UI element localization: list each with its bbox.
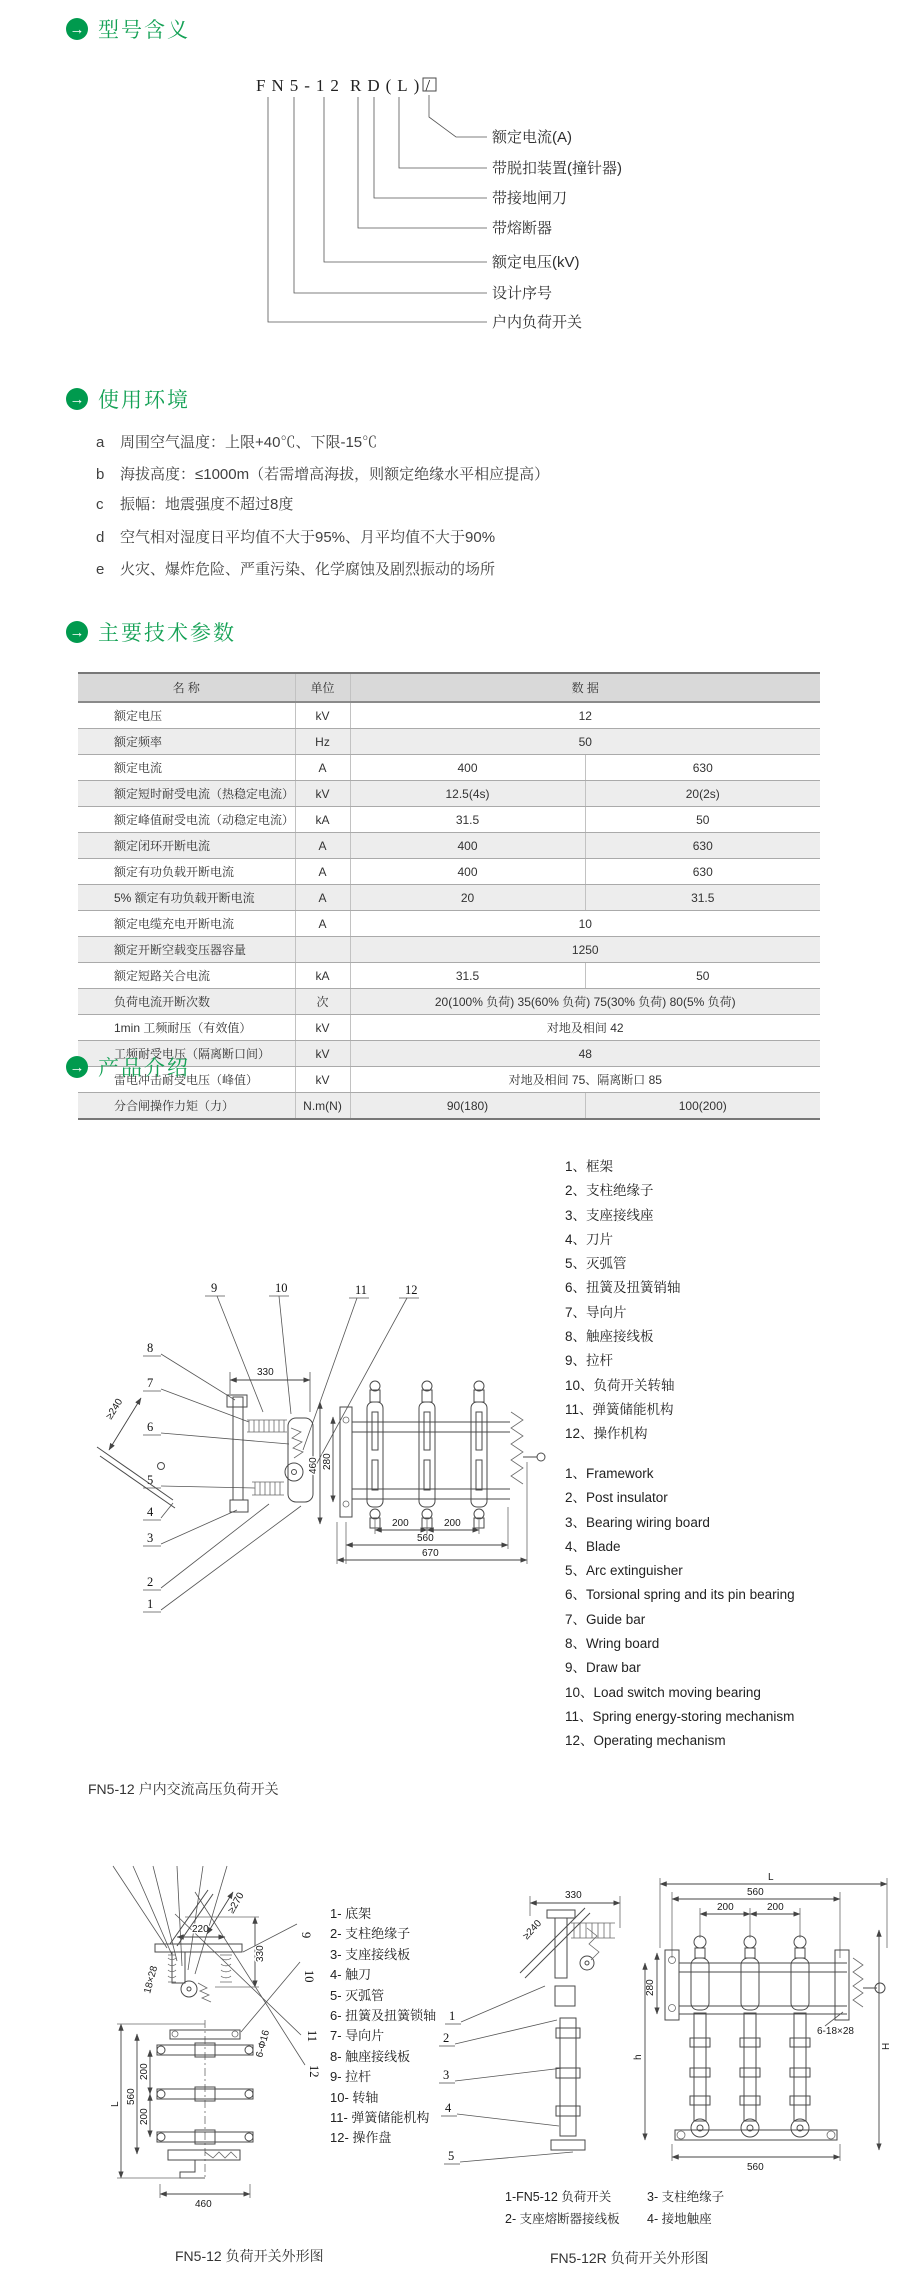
- dim-560: 560: [747, 2162, 764, 2173]
- param-name: 分合闸操作力矩（力）: [78, 1093, 295, 1120]
- callout-number: 9: [299, 1932, 313, 1939]
- section-parameters-heading: [66, 617, 236, 647]
- param-name: 额定电压: [78, 702, 295, 729]
- list-item: 7- 导向片: [330, 2028, 385, 2044]
- list-item: 3- 支座接线板: [330, 1946, 411, 1962]
- arrow-bullet-icon: →: [66, 1056, 88, 1078]
- section-title: 使用环境: [98, 389, 190, 412]
- param-value: 630: [585, 833, 820, 859]
- param-value: 对地及相间 42: [350, 1015, 820, 1041]
- env-item-text: 周围空气温度：上限+40℃、下限-15℃: [120, 434, 378, 451]
- param-name: 额定闭环开断电流: [78, 833, 295, 859]
- param-value: 12.5(4s): [350, 781, 585, 807]
- list-item: 2、Post insulator: [565, 1490, 668, 1506]
- env-item: [96, 558, 495, 579]
- dim-460: 460: [195, 2199, 212, 2210]
- param-unit: A: [295, 859, 350, 885]
- list-item: 4- 触刀: [330, 1967, 372, 1983]
- list-item: 1- 底架: [330, 1906, 372, 1921]
- param-name: 额定短时耐受电流（热稳定电流）: [78, 781, 295, 807]
- table-row: [78, 1093, 820, 1120]
- legend-item: 2- 支座熔断器接线板: [505, 2212, 620, 2226]
- param-name: 工频耐受电压（隔离断口间）: [78, 1041, 295, 1067]
- env-item-key: e: [96, 561, 105, 578]
- env-item-key: d: [96, 529, 105, 546]
- env-item: [96, 493, 293, 514]
- model-label: 额定电流(A): [492, 129, 572, 146]
- param-value: 400: [350, 755, 585, 781]
- param-unit: A: [295, 911, 350, 937]
- callout-number: 3: [443, 2068, 450, 2082]
- dim-200: 200: [767, 1902, 784, 1913]
- param-name: 额定峰值耐受电流（动稳定电流）: [78, 807, 295, 833]
- arrow-bullet-icon: →: [66, 621, 88, 643]
- dim-200: 200: [139, 2063, 150, 2080]
- env-item-key: c: [96, 496, 104, 513]
- param-value: 90(180): [350, 1093, 585, 1120]
- list-item: 5、Arc extinguisher: [565, 1563, 683, 1579]
- callout-number: 10: [275, 1281, 288, 1295]
- callout-number: 2: [443, 2031, 450, 2045]
- section-title: 产品介绍: [98, 1057, 190, 1080]
- param-name: 额定频率: [78, 729, 295, 755]
- table-row: [78, 937, 820, 963]
- param-value: 20(100% 负荷) 35(60% 负荷) 75(30% 负荷) 80(5% 负荷): [350, 989, 820, 1015]
- param-value: 10: [350, 911, 820, 937]
- table-row: [78, 807, 820, 833]
- list-item: 9、拉杆: [565, 1353, 614, 1369]
- param-name: 额定电流: [78, 755, 295, 781]
- param-unit: Hz: [295, 729, 350, 755]
- dim-560: 560: [126, 2088, 137, 2105]
- dim-560: 560: [417, 1533, 434, 1544]
- dim-6phi16: 6-Φ16: [254, 2028, 273, 2059]
- param-unit: kV: [295, 1041, 350, 1067]
- model-label: 设计序号: [492, 285, 553, 302]
- param-name: 额定电缆充电开断电流: [78, 911, 295, 937]
- drawing-caption: FN5-12 户内交流高压负荷开关: [88, 1781, 279, 1797]
- outline-right-caption: FN5-12R 负荷开关外形图: [550, 2250, 709, 2266]
- param-value: 100(200): [585, 1093, 820, 1120]
- param-unit: kA: [295, 807, 350, 833]
- list-item: 8- 触座接线板: [330, 2048, 411, 2064]
- table-row: [78, 1015, 820, 1041]
- col-unit-header: 单位: [295, 673, 350, 702]
- list-item: 6、Torsional spring and its pin bearing: [565, 1587, 795, 1603]
- outline-parts-list: [330, 1904, 436, 2149]
- legend-item: 3- 支柱绝缘子: [647, 2190, 725, 2204]
- model-label: 额定电压(kV): [492, 254, 580, 271]
- callout-number: 11: [305, 2030, 319, 2043]
- list-item: 9- 拉杆: [330, 2069, 372, 2085]
- callout-number: 1: [147, 1597, 154, 1611]
- callout-number: 12: [307, 2065, 321, 2078]
- param-unit: 次: [295, 989, 350, 1015]
- list-item: 7、Guide bar: [565, 1611, 646, 1627]
- model-code-left: FN5-12: [256, 76, 345, 95]
- param-value: 630: [585, 859, 820, 885]
- callout-number: 1: [449, 2009, 456, 2023]
- parts-list-cn: [565, 1155, 681, 1447]
- dim-200: 200: [444, 1518, 461, 1529]
- outline-left-caption: FN5-12 负荷开关外形图: [175, 2248, 324, 2264]
- env-item-text: 振幅：地震强度不超过8度: [120, 496, 294, 513]
- param-name: 额定开断空载变压器容量: [78, 937, 295, 963]
- outline-right-legend-col2: [647, 2186, 724, 2230]
- param-value: 1250: [350, 937, 820, 963]
- env-item-text: 火灾、爆炸危险、严重污染、化学腐蚀及剧烈振动的场所: [120, 561, 496, 578]
- table-row: [78, 989, 820, 1015]
- fn5-12r-outline-drawing: [435, 1868, 905, 2178]
- dim-330: 330: [255, 1945, 266, 1962]
- outline-right-legend-col1: [505, 2186, 620, 2230]
- legend-item: 4- 接地触座: [647, 2212, 712, 2226]
- param-unit: kV: [295, 1067, 350, 1093]
- model-label: 户内负荷开关: [492, 314, 583, 331]
- dim-330: 330: [257, 1367, 274, 1378]
- dim-270: ≥270: [226, 1890, 247, 1916]
- param-unit: A: [295, 885, 350, 911]
- param-value: 20(2s): [585, 781, 820, 807]
- model-label: 带熔断器: [492, 220, 553, 237]
- param-name: 雷电冲击耐受电压（峰值）: [78, 1067, 295, 1093]
- param-name: 负荷电流开断次数: [78, 989, 295, 1015]
- env-item: [96, 463, 549, 484]
- model-label: 带脱扣装置(撞针器): [492, 160, 622, 177]
- list-item: 1、框架: [565, 1159, 614, 1174]
- param-unit: A: [295, 755, 350, 781]
- dim-280: 280: [645, 1979, 656, 1996]
- list-item: 8、Wring board: [565, 1636, 660, 1652]
- callout-number: 7: [147, 1376, 154, 1390]
- param-unit: A: [295, 833, 350, 859]
- section-title: 型号含义: [98, 19, 190, 42]
- param-value: 400: [350, 833, 585, 859]
- param-value: 50: [585, 807, 820, 833]
- param-unit: kV: [295, 1015, 350, 1041]
- list-item: 6、扭簧及扭簧销轴: [565, 1280, 681, 1296]
- callout-number: 3: [147, 1531, 154, 1545]
- env-item: [96, 431, 377, 452]
- callout-number: 5: [448, 2149, 455, 2163]
- param-unit: kA: [295, 963, 350, 989]
- arrow-bullet-icon: →: [66, 388, 88, 410]
- table-row: [78, 885, 820, 911]
- table-row: [78, 781, 820, 807]
- callout-number: 2: [147, 1575, 154, 1589]
- section-product-heading: [66, 1052, 190, 1082]
- list-item: 7、导向片: [565, 1304, 627, 1320]
- dim-L: L: [768, 1872, 774, 1883]
- env-item-text: 空气相对湿度日平均值不大于95%、月平均值不大于90%: [120, 529, 496, 546]
- list-item: 8、触座接线板: [565, 1329, 654, 1345]
- list-item: 10、负荷开关转轴: [565, 1377, 675, 1393]
- section-title: 主要技术参数: [98, 622, 236, 645]
- model-label: 带接地闸刀: [492, 190, 568, 207]
- col-data-header: 数 据: [350, 673, 820, 702]
- dim-6-18x28: 6-18×28: [817, 2026, 854, 2037]
- list-item: 12、Operating mechanism: [565, 1733, 726, 1749]
- list-item: 10、Load switch moving bearing: [565, 1684, 761, 1700]
- param-value: 50: [350, 729, 820, 755]
- dim-200: 200: [139, 2108, 150, 2125]
- param-value: 630: [585, 755, 820, 781]
- section-environment-heading: [66, 384, 190, 414]
- param-value: 48: [350, 1041, 820, 1067]
- dim-240: ≥240: [521, 1918, 545, 1943]
- list-item: 3、支座接线座: [565, 1207, 654, 1223]
- table-row: [78, 755, 820, 781]
- param-value: 对地及相间 75、隔离断口 85: [350, 1067, 820, 1093]
- list-item: 11、Spring energy-storing mechanism: [565, 1708, 795, 1724]
- dim-L: L: [110, 2101, 121, 2107]
- param-value: 31.5: [350, 807, 585, 833]
- param-unit: N.m(N): [295, 1093, 350, 1120]
- legend-item: 1-FN5-12 负荷开关: [505, 2190, 612, 2204]
- dim-H: H: [881, 2042, 892, 2050]
- env-item-key: a: [96, 434, 105, 451]
- callout-number: 6: [147, 1420, 154, 1434]
- list-item: 4、刀片: [565, 1231, 614, 1247]
- env-item: [96, 526, 495, 547]
- param-unit: [295, 937, 350, 963]
- list-item: 12、操作机构: [565, 1426, 648, 1442]
- dim-240: ≥240: [104, 1396, 126, 1422]
- col-name-header: 名 称: [78, 673, 295, 702]
- param-name: 额定有功负载开断电流: [78, 859, 295, 885]
- callout-number: 5: [147, 1473, 154, 1487]
- table-row: [78, 833, 820, 859]
- param-value: 50: [585, 963, 820, 989]
- table-row: [78, 911, 820, 937]
- list-item: 12- 操作盘: [330, 2130, 392, 2146]
- model-designation-diagram: [250, 65, 680, 345]
- list-item: 11、弹簧储能机构: [565, 1401, 674, 1417]
- param-name: 1min 工频耐压（有效值）: [78, 1015, 295, 1041]
- param-unit: kV: [295, 781, 350, 807]
- section-model-heading: [66, 14, 190, 44]
- dim-670: 670: [422, 1548, 439, 1559]
- list-item: 10- 转轴: [330, 2089, 379, 2105]
- table-row: [78, 859, 820, 885]
- arrow-bullet-icon: →: [66, 18, 88, 40]
- model-code-right: RD(L)/: [350, 76, 437, 95]
- param-value: 31.5: [585, 885, 820, 911]
- list-item: 4、Blade: [565, 1538, 621, 1554]
- list-item: 11- 弹簧储能机构: [330, 2110, 430, 2126]
- callout-number: 4: [445, 2101, 452, 2115]
- parts-list-en: [565, 1462, 795, 1754]
- param-unit: kV: [295, 702, 350, 729]
- param-value: 12: [350, 702, 820, 729]
- param-value: 400: [350, 859, 585, 885]
- env-item-text: 海拔高度：≤1000m（若需增高海拔，则额定绝缘水平相应提高）: [120, 466, 550, 483]
- list-item: 9、Draw bar: [565, 1660, 641, 1676]
- table-row: [78, 702, 820, 729]
- dim-330: 330: [565, 1890, 582, 1901]
- dim-560: 560: [747, 1887, 764, 1898]
- table-row: [78, 963, 820, 989]
- dim-220: 220: [192, 1924, 209, 1935]
- dim-460: 460: [308, 1457, 319, 1474]
- callout-number: 10: [302, 1970, 316, 1983]
- list-item: 6- 扭簧及扭簧锁轴: [330, 2008, 437, 2024]
- list-item: 5- 灭弧管: [330, 1987, 385, 2003]
- list-item: 3、Bearing wiring board: [565, 1514, 710, 1530]
- list-item: 1、Framework: [565, 1466, 654, 1481]
- load-switch-technical-drawing: [65, 1262, 555, 1612]
- list-item: 2、支柱绝缘子: [565, 1183, 654, 1199]
- table-row: [78, 729, 820, 755]
- list-item: 2- 支柱绝缘子: [330, 1926, 411, 1942]
- param-name: 额定短路关合电流: [78, 963, 295, 989]
- callout-number: 8: [147, 1341, 154, 1355]
- table-header-row: [78, 673, 820, 702]
- callout-number: 4: [147, 1505, 154, 1519]
- param-name: 5% 额定有功负载开断电流: [78, 885, 295, 911]
- dim-200: 200: [392, 1518, 409, 1529]
- param-value: 20: [350, 885, 585, 911]
- dim-h: h: [633, 2054, 644, 2060]
- callout-number: 11: [355, 1283, 368, 1297]
- callout-number: 9: [211, 1281, 218, 1295]
- dim-18x28: 18×28: [142, 1964, 161, 1995]
- env-item-key: b: [96, 466, 105, 483]
- callout-number: 12: [405, 1283, 418, 1297]
- list-item: 5、灭弧管: [565, 1256, 627, 1272]
- fn5-12-outline-drawing: [55, 1862, 325, 2242]
- dim-280: 280: [322, 1453, 333, 1470]
- param-value: 31.5: [350, 963, 585, 989]
- dim-200: 200: [717, 1902, 734, 1913]
